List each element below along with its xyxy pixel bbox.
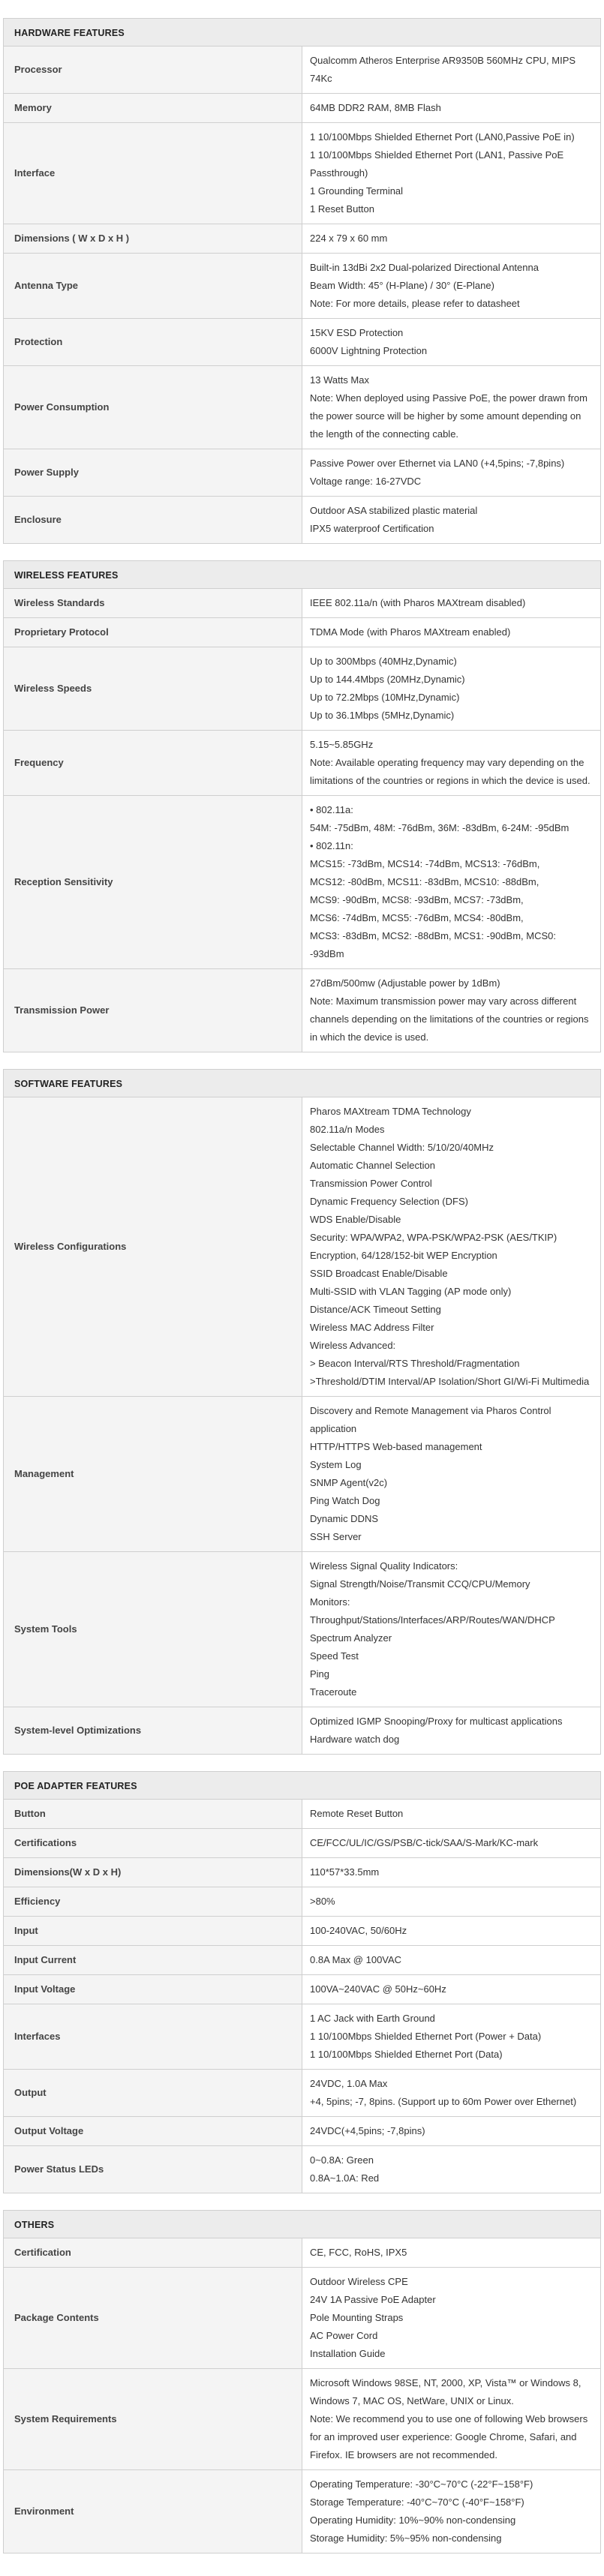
spec-value-line: 24VDC(+4,5pins; -7,8pins) (310, 2125, 425, 2136)
spec-row-transmission-power (4, 969, 601, 1052)
section-title: HARDWARE FEATURES (4, 19, 601, 47)
spec-value (302, 1858, 601, 1887)
spec-value-line: Traceroute (310, 1686, 357, 1698)
spec-value-line: Selectable Channel Width: 5/10/20/40MHz (310, 1142, 494, 1153)
spec-table (3, 1069, 601, 1755)
spec-value-line: 1 10/100Mbps Shielded Ethernet Port (LAN0,Passive PoE in) (310, 131, 575, 143)
spec-value-line: 24VDC, 1.0A Max (310, 2078, 388, 2089)
spec-value-line: 1 10/100Mbps Shielded Ethernet Port (Data) (310, 2049, 503, 2060)
spec-section-poe-adapter-features (3, 1771, 601, 2193)
spec-value (302, 2146, 601, 2193)
spec-row-enclosure (4, 497, 601, 544)
spec-row-proprietary-protocol (4, 618, 601, 647)
spec-value-line: 5.15~5.85GHz (310, 739, 374, 750)
spec-value-line: HTTP/HTTPS Web-based management (310, 1441, 482, 1452)
spec-value-line: Discovery and Remote Management via Pharos Control application (310, 1405, 551, 1434)
spec-value-line: Beam Width: 45° (H-Plane) / 30° (E-Plane) (310, 280, 494, 291)
spec-value (302, 2268, 601, 2369)
spec-value-line: Outdoor Wireless CPE (310, 2276, 408, 2287)
spec-value (302, 618, 601, 647)
spec-value-line: SSH Server (310, 1531, 362, 1542)
spec-label: Interfaces (4, 2004, 302, 2070)
spec-value-line: MCS9: -90dBm, MCS8: -93dBm, MCS7: -73dBm, (310, 894, 524, 905)
spec-value-line: 6000V Lightning Protection (310, 345, 428, 356)
spec-row-dimensions-w-x-d-x-h (4, 1858, 601, 1887)
spec-value-line: Storage Temperature: -40°C~70°C (-40°F~158°F) (310, 2496, 524, 2508)
section-title: POE ADAPTER FEATURES (4, 1772, 601, 1800)
spec-value-line: 0.8A Max @ 100VAC (310, 1954, 402, 1965)
spec-value-line: IPX5 waterproof Certification (310, 523, 434, 534)
spec-value-line: 13 Watts Max (310, 374, 369, 386)
spec-section-wireless-features (3, 560, 601, 1052)
spec-value-line: Note: For more details, please refer to datasheet (310, 298, 520, 309)
spec-row-system-level-optimizations (4, 1707, 601, 1755)
spec-row-input (4, 1917, 601, 1946)
spec-row-interfaces (4, 2004, 601, 2070)
spec-row-protection (4, 319, 601, 366)
section-title: SOFTWARE FEATURES (4, 1070, 601, 1097)
spec-value-line: 0~0.8A: Green (310, 2154, 374, 2166)
spec-row-interface (4, 123, 601, 224)
spec-label: Processor (4, 47, 302, 94)
spec-value-line: Automatic Channel Selection (310, 1160, 435, 1171)
spec-label: System Requirements (4, 2369, 302, 2470)
spec-value-line: Multi-SSID with VLAN Tagging (AP mode only) (310, 1286, 512, 1297)
spec-value (302, 1946, 601, 1975)
spec-value (302, 1707, 601, 1755)
spec-row-wireless-speeds (4, 647, 601, 731)
spec-label: Input (4, 1917, 302, 1946)
spec-row-system-tools (4, 1552, 601, 1707)
spec-value (302, 497, 601, 544)
spec-value-line: 1 AC Jack with Earth Ground (310, 2013, 435, 2024)
spec-value (302, 123, 601, 224)
spec-value-line: IEEE 802.11a/n (with Pharos MAXtream disabled) (310, 597, 526, 608)
spec-value (302, 47, 601, 94)
spec-value (302, 1800, 601, 1829)
spec-value-line: 1 10/100Mbps Shielded Ethernet Port (Power + Data) (310, 2031, 542, 2042)
spec-value-line: 100-240VAC, 50/60Hz (310, 1925, 407, 1936)
spec-label: Button (4, 1800, 302, 1829)
spec-label: Input Current (4, 1946, 302, 1975)
spec-table (3, 1771, 601, 2193)
spec-value-line: System Log (310, 1459, 362, 1470)
spec-row-memory (4, 94, 601, 123)
spec-label: Frequency (4, 731, 302, 796)
spec-value-line: Transmission Power Control (310, 1178, 432, 1189)
spec-row-package-contents (4, 2268, 601, 2369)
spec-value-line: WDS Enable/Disable (310, 1214, 401, 1225)
spec-row-antenna-type (4, 254, 601, 319)
spec-table (3, 18, 601, 544)
spec-value-line: Ping Watch Dog (310, 1495, 380, 1506)
spec-value-line: Distance/ACK Timeout Setting (310, 1304, 441, 1315)
spec-value-line: TDMA Mode (with Pharos MAXtream enabled) (310, 626, 511, 638)
spec-row-certification (4, 2238, 601, 2268)
spec-value-line: 24V 1A Passive PoE Adapter (310, 2294, 436, 2305)
spec-label: Reception Sensitivity (4, 796, 302, 969)
spec-value-line: Optimized IGMP Snooping/Proxy for multicast applications (310, 1716, 563, 1727)
spec-value-line: 1 Reset Button (310, 203, 374, 215)
spec-label: Efficiency (4, 1887, 302, 1917)
spec-value-line: AC Power Cord (310, 2330, 378, 2341)
spec-label: Power Supply (4, 449, 302, 497)
spec-label: Power Status LEDs (4, 2146, 302, 2193)
spec-value-line: Speed Test (310, 1650, 359, 1662)
spec-value-line: +4, 5pins; -7, 8pins. (Support up to 60m Power over Ethernet) (310, 2096, 577, 2107)
spec-value-line: CE, FCC, RoHS, IPX5 (310, 2247, 407, 2258)
spec-row-input-current (4, 1946, 601, 1975)
spec-value-line: Signal Strength/Noise/Transmit CCQ/CPU/Memory (310, 1578, 530, 1590)
spec-value-line: SSID Broadcast Enable/Disable (310, 1268, 448, 1279)
spec-value-line: Note: Maximum transmission power may vary across different channels depending on the limitations of the countries or regions in which the device is used. (310, 995, 589, 1043)
spec-value (302, 1552, 601, 1707)
spec-value (302, 1097, 601, 1397)
spec-value (302, 366, 601, 449)
spec-value-line: • 802.11n: (310, 840, 353, 851)
spec-value-line: Operating Humidity: 10%~90% non-condensing (310, 2514, 516, 2526)
spec-row-management (4, 1397, 601, 1552)
spec-value-line: Voltage range: 16-27VDC (310, 476, 422, 487)
spec-label: Management (4, 1397, 302, 1552)
spec-value-line: Storage Humidity: 5%~95% non-condensing (310, 2532, 502, 2544)
spec-value-line: Dynamic DDNS (310, 1513, 379, 1524)
spec-value-line: Up to 144.4Mbps (20MHz,Dynamic) (310, 674, 465, 685)
spec-value-line: Note: We recommend you to use one of following Web browsers for an improved user experience: Google Chrome, Safari, and Firefox. IE browsers are not recommended. (310, 2413, 588, 2460)
spec-value (302, 2004, 601, 2070)
spec-table (3, 2210, 601, 2553)
spec-section-others (3, 2210, 601, 2553)
spec-value-line: MCS3: -83dBm, MCS2: -88dBm, MCS1: -90dBm, MCS0: -93dBm (310, 930, 556, 959)
spec-value-line: Passive Power over Ethernet via LAN0 (+4,5pins; -7,8pins) (310, 458, 565, 469)
spec-value-line: Up to 72.2Mbps (10MHz,Dynamic) (310, 692, 460, 703)
spec-label: Proprietary Protocol (4, 618, 302, 647)
spec-row-input-voltage (4, 1975, 601, 2004)
spec-row-power-consumption (4, 366, 601, 449)
spec-value-line: SNMP Agent(v2c) (310, 1477, 388, 1488)
spec-value (302, 1829, 601, 1858)
spec-value-line: Up to 300Mbps (40MHz,Dynamic) (310, 656, 457, 667)
spec-label: Environment (4, 2470, 302, 2553)
spec-row-power-status-leds (4, 2146, 601, 2193)
spec-value-line: Monitors: Throughput/Stations/Interfaces/ARP/Routes/WAN/DHCP (310, 1596, 555, 1626)
spec-value-line: 802.11a/n Modes (310, 1124, 385, 1135)
spec-label: Enclosure (4, 497, 302, 544)
spec-value-line: Security: WPA/WPA2, WPA-PSK/WPA2-PSK (AES/TKIP) Encryption, 64/128/152-bit WEP Encryption (310, 1232, 557, 1261)
spec-value-line: Qualcomm Atheros Enterprise AR9350B 560MHz CPU, MIPS 74Kc (310, 55, 576, 84)
spec-label: System-level Optimizations (4, 1707, 302, 1755)
spec-label: Dimensions(W x D x H) (4, 1858, 302, 1887)
spec-value-line: Operating Temperature: -30°C~70°C (-22°F~158°F) (310, 2478, 533, 2490)
spec-value (302, 224, 601, 254)
spec-value-line: Microsoft Windows 98SE, NT, 2000, XP, Vista™ or Windows 8, Windows 7, MAC OS, NetWare, UNIX or Linux. (310, 2377, 581, 2406)
spec-value (302, 2117, 601, 2146)
spec-value-line: MCS6: -74dBm, MCS5: -76dBm, MCS4: -80dBm, (310, 912, 524, 923)
spec-value-line: Wireless Advanced: (310, 1340, 396, 1351)
spec-row-output-voltage (4, 2117, 601, 2146)
spec-row-processor (4, 47, 601, 94)
spec-value (302, 1887, 601, 1917)
spec-row-reception-sensitivity (4, 796, 601, 969)
spec-row-wireless-standards (4, 589, 601, 618)
spec-value (302, 1397, 601, 1552)
spec-value-line: 1 10/100Mbps Shielded Ethernet Port (LAN1, Passive PoE Passthrough) (310, 149, 564, 179)
spec-row-environment (4, 2470, 601, 2553)
spec-row-dimensions-w-x-d-x-h (4, 224, 601, 254)
spec-row-output (4, 2070, 601, 2117)
spec-value-line: 0.8A~1.0A: Red (310, 2172, 380, 2184)
spec-value (302, 319, 601, 366)
spec-value-line: 224 x 79 x 60 mm (310, 233, 388, 244)
spec-value-line: >Threshold/DTIM Interval/AP Isolation/Short GI/Wi-Fi Multimedia (310, 1376, 590, 1387)
section-title: WIRELESS FEATURES (4, 561, 601, 589)
spec-label: Interface (4, 123, 302, 224)
spec-value-line: Wireless Signal Quality Indicators: (310, 1560, 458, 1572)
spec-value-line: CE/FCC/UL/IC/GS/PSB/C-tick/SAA/S-Mark/KC-mark (310, 1837, 539, 1848)
spec-value-line: 15KV ESD Protection (310, 327, 404, 338)
spec-value (302, 254, 601, 319)
spec-value (302, 94, 601, 123)
spec-label: Package Contents (4, 2268, 302, 2369)
spec-value-line: Dynamic Frequency Selection (DFS) (310, 1196, 468, 1207)
spec-label: Output Voltage (4, 2117, 302, 2146)
spec-row-power-supply (4, 449, 601, 497)
spec-table (3, 560, 601, 1052)
spec-value-line: 54M: -75dBm, 48M: -76dBm, 36M: -83dBm, 6-24M: -95dBm (310, 822, 569, 833)
spec-value-line: >80% (310, 1896, 335, 1907)
spec-value-line: MCS12: -80dBm, MCS11: -83dBm, MCS10: -88dBm, (310, 876, 539, 887)
spec-value-line: 110*57*33.5mm (310, 1866, 380, 1878)
spec-value (302, 796, 601, 969)
spec-row-efficiency (4, 1887, 601, 1917)
spec-row-certifications (4, 1829, 601, 1858)
spec-label: Wireless Speeds (4, 647, 302, 731)
spec-value-line: Built-in 13dBi 2x2 Dual-polarized Directional Antenna (310, 262, 539, 273)
spec-label: Power Consumption (4, 366, 302, 449)
spec-label: Certification (4, 2238, 302, 2268)
spec-value-line: > Beacon Interval/RTS Threshold/Fragmentation (310, 1358, 520, 1369)
spec-value-line: Installation Guide (310, 2348, 386, 2359)
spec-value (302, 1975, 601, 2004)
spec-label: Output (4, 2070, 302, 2117)
spec-value (302, 2470, 601, 2553)
spec-label: Certifications (4, 1829, 302, 1858)
spec-label: Memory (4, 94, 302, 123)
spec-value-line: Hardware watch dog (310, 1734, 400, 1745)
spec-value-line: 64MB DDR2 RAM, 8MB Flash (310, 102, 441, 113)
spec-value-line: Up to 36.1Mbps (5MHz,Dynamic) (310, 710, 455, 721)
spec-value (302, 2070, 601, 2117)
spec-label: Antenna Type (4, 254, 302, 319)
spec-value-line: 1 Grounding Terminal (310, 185, 404, 197)
spec-row-wireless-configurations (4, 1097, 601, 1397)
section-title: OTHERS (4, 2211, 601, 2238)
spec-value (302, 2238, 601, 2268)
spec-value (302, 449, 601, 497)
spec-value-line: • 802.11a: (310, 804, 353, 815)
spec-value-line: Note: Available operating frequency may vary depending on the limitations of the countries or regions in which the device is used. (310, 757, 590, 786)
spec-label: Transmission Power (4, 969, 302, 1052)
spec-value-line: Wireless MAC Address Filter (310, 1322, 434, 1333)
spec-row-system-requirements (4, 2369, 601, 2470)
spec-value (302, 969, 601, 1052)
spec-section-software-features (3, 1069, 601, 1755)
spec-value-line: Spectrum Analyzer (310, 1632, 392, 1644)
spec-label: Wireless Configurations (4, 1097, 302, 1397)
spec-label: Dimensions ( W x D x H ) (4, 224, 302, 254)
spec-value-line: Outdoor ASA stabilized plastic material (310, 505, 478, 516)
spec-value (302, 589, 601, 618)
spec-label: Wireless Standards (4, 589, 302, 618)
spec-value-line: Pole Mounting Straps (310, 2312, 404, 2323)
spec-value-line: Pharos MAXtream TDMA Technology (310, 1106, 471, 1117)
spec-value (302, 1917, 601, 1946)
spec-label: Input Voltage (4, 1975, 302, 2004)
spec-label: Protection (4, 319, 302, 366)
spec-value-line: 27dBm/500mw (Adjustable power by 1dBm) (310, 977, 500, 989)
spec-value-line: Note: When deployed using Passive PoE, the power drawn from the power source will be higher by some amount depending on the length of the connecting cable. (310, 392, 587, 440)
spec-value-line: MCS15: -73dBm, MCS14: -74dBm, MCS13: -76dBm, (310, 858, 540, 869)
spec-label: System Tools (4, 1552, 302, 1707)
spec-row-button (4, 1800, 601, 1829)
spec-value-line: Ping (310, 1668, 330, 1680)
spec-value (302, 731, 601, 796)
spec-value-line: 100VA~240VAC @ 50Hz~60Hz (310, 1983, 446, 1995)
spec-section-hardware-features (3, 18, 601, 544)
spec-value (302, 2369, 601, 2470)
spec-value-line: Remote Reset Button (310, 1808, 404, 1819)
spec-row-frequency (4, 731, 601, 796)
spec-value (302, 647, 601, 731)
